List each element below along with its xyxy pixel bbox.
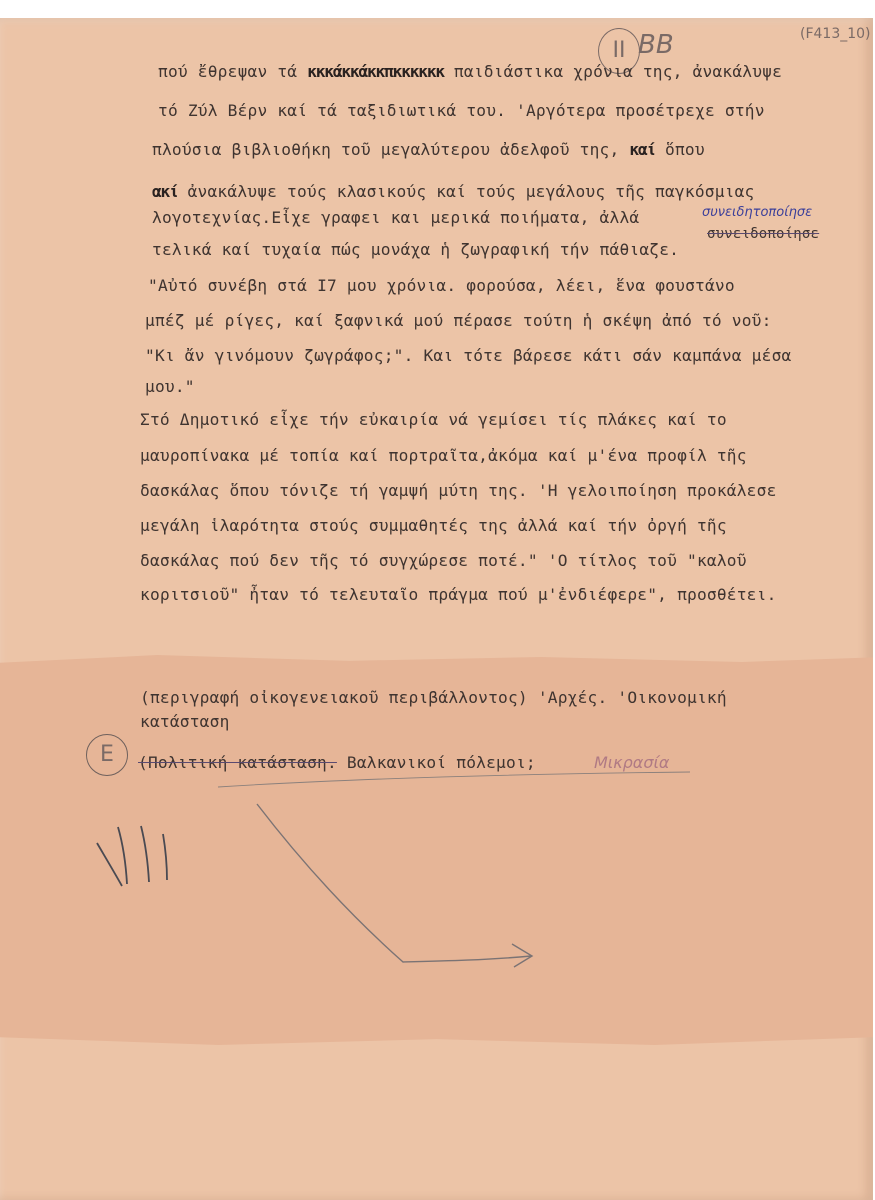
text-line: μαυροπίνακα μέ τοπία καί πορτραῖτα,ἀκόμα καί μ'ένα προφίλ τῆς (140, 446, 747, 465)
pencil-arrow (257, 804, 531, 962)
text-line: Στό Δημοτικό εἶχε τήν εὐκαιρία νά γεμίσει τίς πλάκες καί το (140, 410, 727, 429)
archive-code: (F413_10) (800, 26, 871, 42)
line-text: ὅπου (655, 140, 705, 159)
text-line: δασκάλας ὅπου τόνιζε τή γαμψή μύτη της. 'Η γελοιποίηση προκάλεσε (140, 481, 777, 500)
text-line: "Αὐτό συνέβη στά Ι7 μου χρόνια. φορούσα, λέει, ἕνα φουστάνο (148, 276, 735, 295)
line-text: πλούσια βιβλιοθήκη τοῦ μεγαλύτερου ἀδελφοῦ της, (152, 140, 630, 159)
text-line: "Κι ἄν γινόμουν ζωγράφος;". Και τότε βάρεσε κάτι σάν καμπάνα μέσα (145, 346, 792, 365)
struck-word: συνειδοποίησε (707, 226, 820, 242)
line-text: ἀνακάλυψε τούς κλασικούς καί τούς μεγάλους τῆς παγκόσμιας (177, 182, 755, 201)
handwritten-correction: συνειδητοποίησε (702, 205, 813, 220)
crossed-out-text: ακί (152, 182, 178, 201)
crossed-out-text: καί (629, 140, 656, 159)
circled-section-label: II (612, 38, 626, 63)
note-text: Βαλκανικοί πόλεμοι; (336, 753, 536, 772)
handwritten-initials: ΒΒ (638, 30, 674, 60)
text-line: μεγάλη ἱλαρότητα στούς συμμαθητές της ἀλλά καί τήν ὀργή τῆς (140, 516, 727, 535)
pencil-tally-stroke (163, 834, 167, 880)
crossed-out-text: κκκάκκάκκπκκκκκκ (307, 62, 444, 81)
note-line: (περιγραφή οἰκογενειακοῦ περιβάλλοντος) 'Αρχές. 'Οικονομική (140, 688, 727, 707)
pencil-tally-stroke (118, 827, 127, 884)
text-line: κοριτσιοῦ" ἦταν τό τελευταῖο πράγμα πού μ'ἐνδιέφερε", προσθέτει. (140, 585, 777, 604)
text-line: λογοτεχνίας.Εἶχε γραφει και μερικά ποιήματα, ἀλλά (152, 208, 640, 227)
line-text: πού ἔθρεψαν τά (158, 62, 308, 81)
pencil-tally-stroke (97, 843, 122, 886)
text-line: μπέζ μέ ρίγες, καί ξαφνικά μού πέρασε τούτη ἡ σκέψη ἀπό τό νοῦ: (145, 311, 772, 330)
struck-note: (Πολιτική κατάσταση. (138, 753, 337, 772)
line-text: παιδιάστικα χρόνια της, ἀνακάλυψε (443, 62, 783, 81)
line-text: τελικά καί τυχαία πώς μονάχα ἡ ζωγραφική τήν πάθιαζε. (152, 240, 680, 259)
text-line: τό Ζύλ Βέρν καί τά ταξιδιωτικά του. 'Αργότερα προσέτρεχε στήν (158, 101, 765, 120)
pencil-tally-stroke (141, 826, 149, 882)
text-line: μου." (145, 377, 195, 396)
text-line: δασκάλας πού δεν τῆς τό συγχώρεσε ποτέ." 'Ο τίτλος τοῦ "καλοῦ (140, 551, 747, 570)
pencil-underline (218, 772, 690, 787)
handwritten-note: Μικρασία (594, 753, 670, 772)
circled-letter-label: E (100, 742, 114, 767)
note-line: κατάσταση (140, 712, 230, 731)
